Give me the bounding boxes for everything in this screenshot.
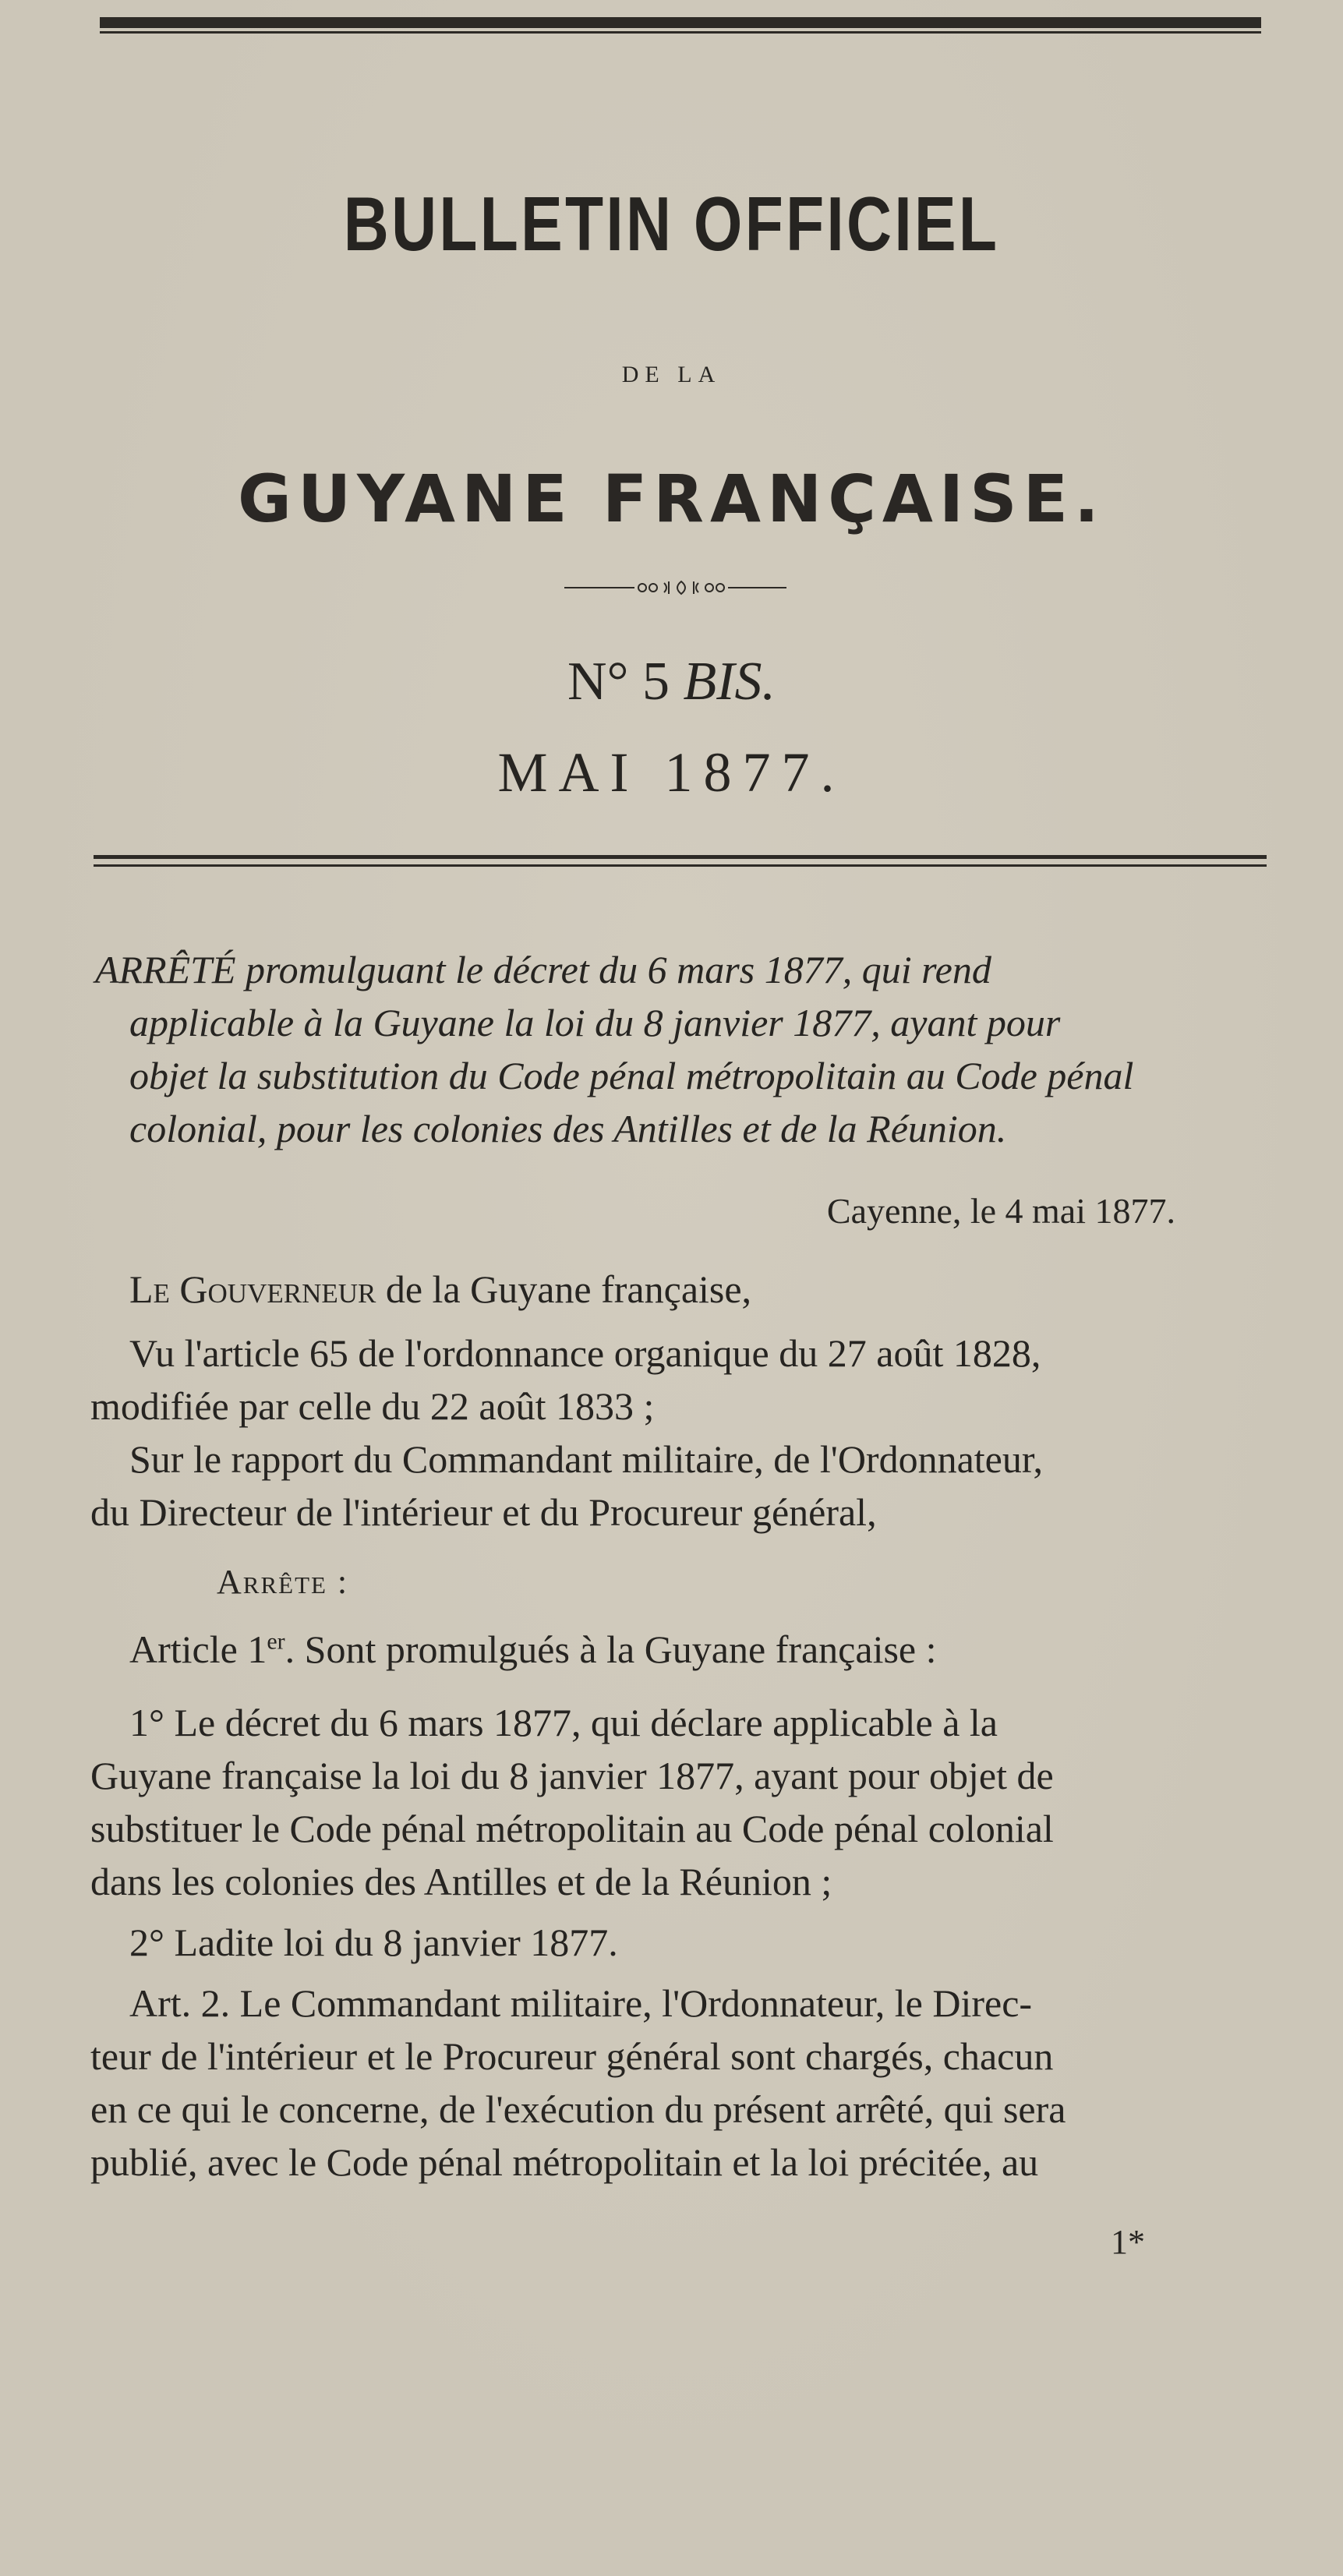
article-1-sup: er — [267, 1628, 285, 1655]
governor-line — [129, 1263, 751, 1316]
governor-rest: de la Guyane française, — [376, 1267, 752, 1311]
top-rule-thick — [100, 17, 1261, 28]
bulletin-date: MAI 1877. — [497, 741, 846, 804]
article-2-line-2: teur de l'intérieur et le Procureur général sont chargés, chacun — [90, 2034, 1054, 2078]
item-1-line-1: 1° Le décret du 6 mars 1877, qui déclare applicable à la — [129, 1701, 998, 1744]
vu-line-1: Vu l'article 65 de l'ordonnance organique du 27 août 1828, — [129, 1331, 1041, 1375]
item-1-line-3: substituer le Code pénal métropolitain au Code pénal colonial — [90, 1807, 1054, 1850]
article-1-rest: . Sont promulgués à la Guyane française : — [285, 1627, 937, 1671]
signature-mark: 1* — [1111, 2223, 1145, 2261]
bulletin-number — [0, 652, 1343, 712]
item-1-line-2: Guyane française la loi du 8 janvier 1877, ayant pour objet de — [90, 1754, 1054, 1797]
sur-line-2: du Directeur de l'intérieur et du Procureur général, — [90, 1490, 877, 1534]
governor-title: Le Gouverneur — [129, 1267, 376, 1311]
bulletin-title-de-la: DE LA — [621, 362, 722, 387]
article-2-line-1: Art. 2. Le Commandant militaire, l'Ordonnateur, le Direc- — [129, 1981, 1033, 2025]
bulletin-number-prefix: N° 5 — [567, 652, 684, 712]
arrete-label: Arrête : — [217, 1563, 349, 1601]
arrete-heading-line-4: colonial, pour les colonies des Antilles et de la Réunion. — [129, 1107, 1007, 1150]
arrete-heading-line-2: applicable à la Guyane la loi du 8 janvier 1877, ayant pour — [129, 1001, 1061, 1044]
mid-rule-thin — [94, 864, 1267, 867]
bulletin-number-bis: BIS. — [683, 652, 776, 712]
ornament-divider-icon — [564, 578, 786, 597]
item-1-line-4: dans les colonies des Antilles et de la Réunion ; — [90, 1860, 832, 1903]
place-date: Cayenne, le 4 mai 1877. — [826, 1191, 1175, 1231]
top-rule-thin — [100, 31, 1261, 34]
article-1-line — [129, 1623, 937, 1676]
arrete-heading-line-3: objet la substitution du Code pénal métropolitain au Code pénal — [129, 1054, 1134, 1097]
vu-line-2: modifiée par celle du 22 août 1833 ; — [90, 1384, 655, 1428]
item-2-line: 2° Ladite loi du 8 janvier 1877. — [129, 1921, 618, 1964]
article-2-line-4: publié, avec le Code pénal métropolitain et la loi précitée, au — [90, 2140, 1039, 2184]
article-1-prefix: Article 1 — [129, 1627, 267, 1671]
article-2-line-3: en ce qui le concerne, de l'exécution du présent arrêté, qui sera — [90, 2087, 1066, 2131]
mid-rule-thick — [94, 855, 1267, 859]
bulletin-title-guyane: GUYANE FRANÇAISE. — [238, 461, 1105, 537]
sur-line-1: Sur le rapport du Commandant militaire, de l'Ordonnateur, — [129, 1437, 1043, 1481]
arrete-heading-line-1: ARRÊTÉ promulguant le décret du 6 mars 1877, qui rend — [95, 948, 991, 991]
bulletin-title: BULLETIN OFFICIEL — [343, 181, 1000, 267]
